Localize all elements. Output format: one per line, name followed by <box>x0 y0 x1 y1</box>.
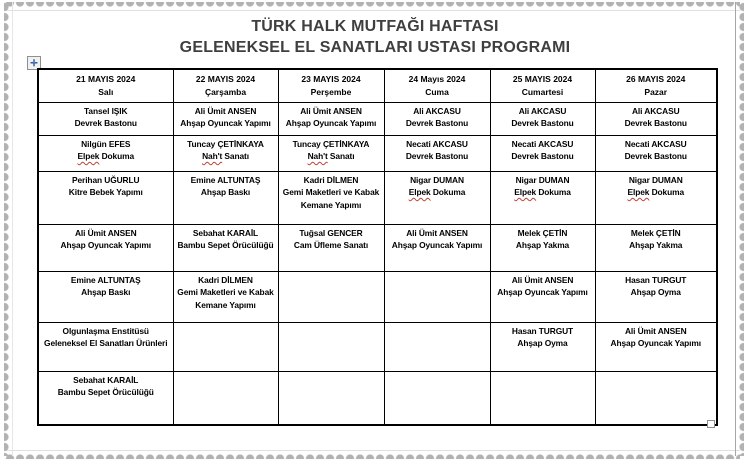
page-title <box>0 16 750 58</box>
artisan-name: Nilgün EFES <box>81 138 131 149</box>
craft-name: Bambu Sepet Örücülüğü <box>177 240 274 250</box>
program-cell[interactable] <box>384 135 490 171</box>
artisan-name: Hasan TURGUT <box>511 325 574 336</box>
scalloped-border-bottom <box>5 450 740 459</box>
artisan-name: Sebahat KARAİL <box>73 374 139 385</box>
header-date: 22 MAYIS 2024 <box>195 74 256 84</box>
header-day: Salı <box>98 87 114 97</box>
craft-name: Devrek Bastonu <box>511 151 574 161</box>
day-column-header[interactable] <box>38 69 173 102</box>
program-cell[interactable] <box>38 171 173 224</box>
craft-name: Elpek Dokuma <box>408 187 466 197</box>
craft-name: Gemi Maketleri ve Kabak Kemane Yapımı <box>282 187 380 210</box>
header-day: Perşembe <box>310 87 352 97</box>
day-column-header[interactable] <box>173 69 278 102</box>
program-cell[interactable] <box>278 371 384 425</box>
artisan-name: Tansel IŞIK <box>84 105 128 116</box>
misspelled-word: Nah't <box>202 151 223 161</box>
artisan-name: Ali AKCASU <box>631 105 680 116</box>
program-cell[interactable] <box>173 271 278 322</box>
table-row <box>38 322 717 371</box>
program-cell[interactable] <box>595 271 717 322</box>
table-row <box>38 224 717 271</box>
program-cell[interactable] <box>595 102 717 135</box>
craft-name: Ahşap Oyma <box>517 338 568 348</box>
artisan-name: Ali Ümit ANSEN <box>300 105 362 116</box>
scalloped-border-top <box>5 2 740 11</box>
program-cell[interactable] <box>173 102 278 135</box>
table-header-row <box>38 69 717 102</box>
program-cell[interactable] <box>278 322 384 371</box>
craft-name: Geleneksel El Sanatları Ürünleri <box>44 338 168 348</box>
program-cell[interactable] <box>173 371 278 425</box>
artisan-name: Emine ALTUNTAŞ <box>70 274 141 285</box>
artisan-name: Tuncay ÇETİNKAYA <box>292 138 370 149</box>
program-cell[interactable] <box>38 371 173 425</box>
craft-name: Ahşap Oyuncak Yapımı <box>180 118 271 128</box>
table-row <box>38 102 717 135</box>
artisan-name: Nigar DUMAN <box>628 174 683 185</box>
header-date: 26 MAYIS 2024 <box>626 74 686 84</box>
program-cell[interactable] <box>278 224 384 271</box>
craft-name: Nah't Sanatı <box>202 151 249 161</box>
day-column-header[interactable] <box>595 69 717 102</box>
artisan-name: Hasan TURGUT <box>625 274 687 285</box>
table-row <box>38 135 717 171</box>
header-day: Cumartesi <box>521 87 564 97</box>
program-cell[interactable] <box>595 135 717 171</box>
program-cell[interactable] <box>173 135 278 171</box>
misspelled-word: Nah't <box>307 151 328 161</box>
craft-name: Elpek Dokuma <box>627 187 685 197</box>
header-date: 25 MAYIS 2024 <box>512 74 573 84</box>
program-cell[interactable] <box>384 171 490 224</box>
program-cell[interactable] <box>384 102 490 135</box>
program-cell[interactable] <box>595 371 717 425</box>
header-date: 24 Mayıs 2024 <box>408 74 466 84</box>
table-resize-handle[interactable] <box>707 420 715 428</box>
program-cell[interactable] <box>595 322 717 371</box>
program-cell[interactable] <box>384 271 490 322</box>
program-cell[interactable] <box>278 271 384 322</box>
craft-name: Ahşap Oyuncak Yapımı <box>285 118 377 128</box>
day-column-header[interactable] <box>278 69 384 102</box>
program-cell[interactable] <box>278 171 384 224</box>
title-line-2: GELENEKSEL EL SANATLARI USTASI PROGRAMI <box>179 39 571 56</box>
craft-name: Ahşap Yakma <box>629 240 683 250</box>
table-row <box>38 271 717 322</box>
table-row <box>38 171 717 224</box>
craft-name: Ahşap Oyuncak Yapımı <box>391 240 483 250</box>
artisan-name: Ali AKCASU <box>518 105 567 116</box>
program-cell[interactable] <box>173 322 278 371</box>
program-cell[interactable] <box>38 224 173 271</box>
artisan-name: Nigar DUMAN <box>515 174 570 185</box>
artisan-name: Olgunlaşma Enstitüsü <box>62 325 149 336</box>
craft-name: Ahşap Oyuncak Yapımı <box>60 240 151 250</box>
craft-name: Devrek Bastonu <box>405 151 469 161</box>
header-date: 21 MAYIS 2024 <box>76 74 136 84</box>
program-cell[interactable] <box>490 135 595 171</box>
misspelled-word: Elpek <box>627 187 650 197</box>
program-cell[interactable] <box>490 102 595 135</box>
craft-name: Ahşap Oyuncak Yapımı <box>497 287 588 297</box>
artisan-name: Ali Ümit ANSEN <box>194 105 257 116</box>
craft-name: Devrek Bastonu <box>624 151 687 161</box>
move-cross-icon: ✛ <box>30 57 38 68</box>
program-cell[interactable] <box>490 224 595 271</box>
program-cell[interactable] <box>38 322 173 371</box>
artisan-name: Melek ÇETİN <box>517 227 568 238</box>
artisan-name: Tuncay ÇETİNKAYA <box>187 138 264 149</box>
program-cell[interactable] <box>278 102 384 135</box>
craft-name: Ahşap Oyuncak Yapımı <box>610 338 701 348</box>
header-day: Çarşamba <box>204 87 247 97</box>
craft-name: Cam Üfleme Sanatı <box>293 240 369 250</box>
craft-name: Ahşap Baskı <box>200 187 251 197</box>
scalloped-border-left <box>4 2 13 456</box>
craft-name: Devrek Bastonu <box>624 118 687 128</box>
craft-name: Devrek Bastonu <box>511 118 574 128</box>
artisan-name: Kadri DİLMEN <box>198 274 253 285</box>
misspelled-word: Elpek <box>77 151 100 161</box>
program-cell[interactable] <box>490 171 595 224</box>
artisan-name: Ali Ümit ANSEN <box>511 274 574 285</box>
craft-name: Nah't Sanatı <box>307 151 355 161</box>
table-row <box>38 371 717 425</box>
artisan-name: Kadri DİLMEN <box>303 174 359 185</box>
program-cell[interactable] <box>490 322 595 371</box>
table-body <box>38 102 717 425</box>
day-column-header[interactable] <box>384 69 490 102</box>
artisan-name: Sebahat KARAİL <box>192 227 259 238</box>
artisan-name: Ali Ümit ANSEN <box>624 325 687 336</box>
craft-name: Ahşap Yakma <box>515 240 570 250</box>
misspelled-word: Elpek <box>514 187 537 197</box>
craft-name: Kitre Bebek Yapımı <box>68 187 143 197</box>
craft-name: Devrek Bastonu <box>74 118 137 128</box>
craft-name: Devrek Bastonu <box>405 118 469 128</box>
program-cell[interactable] <box>38 135 173 171</box>
artisan-name: Necati AKCASU <box>406 138 468 149</box>
header-day: Pazar <box>644 87 668 97</box>
program-cell[interactable] <box>384 322 490 371</box>
program-cell[interactable] <box>173 224 278 271</box>
misspelled-word: Elpek <box>408 187 431 197</box>
program-cell[interactable] <box>278 135 384 171</box>
artisan-name: Ali AKCASU <box>413 105 461 116</box>
program-cell[interactable] <box>38 102 173 135</box>
program-cell[interactable] <box>595 171 717 224</box>
scalloped-border-right <box>735 2 744 456</box>
header-date: 23 MAYIS 2024 <box>301 74 361 84</box>
artisan-name: Melek ÇETİN <box>630 227 681 238</box>
header-day: Cuma <box>425 87 449 97</box>
artisan-name: Necati AKCASU <box>511 138 574 149</box>
program-table <box>37 68 718 426</box>
program-cell[interactable] <box>384 224 490 271</box>
artisan-name: Necati AKCASU <box>624 138 687 149</box>
program-cell[interactable] <box>490 271 595 322</box>
artisan-name: Perihan UĞURLU <box>72 174 140 185</box>
craft-name: Bambu Sepet Örücülüğü <box>57 387 154 397</box>
artisan-name: Tuğsal GENCER <box>299 227 363 238</box>
program-cell[interactable] <box>173 171 278 224</box>
artisan-name: Ali Ümit ANSEN <box>74 227 137 238</box>
day-column-header[interactable] <box>490 69 595 102</box>
craft-name: Elpek Dokuma <box>77 151 135 161</box>
craft-name: Gemi Maketleri ve Kabak Kemane Yapımı <box>177 287 274 310</box>
craft-name: Ahşap Baskı <box>81 287 131 297</box>
craft-name: Ahşap Oyma <box>630 287 681 297</box>
program-cell[interactable] <box>384 371 490 425</box>
program-cell[interactable] <box>490 371 595 425</box>
artisan-name: Emine ALTUNTAŞ <box>190 174 261 185</box>
title-line-1: TÜRK HALK MUTFAĞI HAFTASI <box>251 18 499 35</box>
program-cell[interactable] <box>38 271 173 322</box>
craft-name: Elpek Dokuma <box>514 187 571 197</box>
artisan-name: Nigar DUMAN <box>410 174 464 185</box>
artisan-name: Ali Ümit ANSEN <box>406 227 468 238</box>
program-cell[interactable] <box>595 224 717 271</box>
